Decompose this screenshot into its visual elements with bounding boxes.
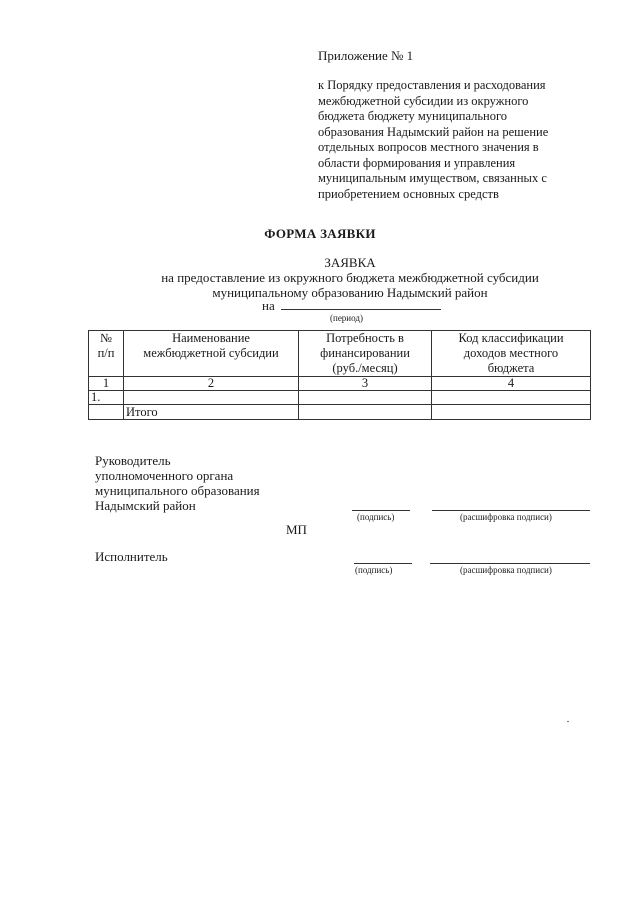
table-cell: 3: [299, 377, 432, 391]
appendix-line: бюджета бюджету муниципального: [318, 109, 508, 123]
table-cell: [299, 391, 432, 405]
appendix-title: Приложение № 1: [318, 48, 414, 63]
signature-line: [352, 510, 410, 511]
document-subtitle: [0, 270, 640, 300]
period-caption: (период): [330, 313, 363, 323]
signer-line: муниципального образования: [95, 483, 260, 498]
period-line: [262, 298, 441, 314]
appendix-line: межбюджетной субсидии из окружного: [318, 93, 529, 108]
executor-decode-caption: (расшифровка подписи): [460, 565, 552, 575]
signature-caption: (подпись): [357, 512, 395, 522]
scan-speck: [567, 721, 569, 722]
table-cell: 1: [89, 377, 124, 391]
table-cell: [299, 405, 432, 420]
header-number: № п/п: [89, 331, 124, 377]
appendix-line: отдельных вопросов местного значения в: [318, 140, 539, 154]
appendix-description: [318, 78, 598, 202]
table-header-row: [89, 331, 591, 377]
appendix-line: муниципальным имуществом, связанных с: [318, 171, 547, 185]
signer-line: Надымский район: [95, 498, 196, 513]
subtitle-line: муниципальному образованию Надымский район: [212, 285, 488, 300]
period-blank: [281, 298, 441, 310]
form-title: ФОРМА ЗАЯВКИ: [264, 226, 376, 241]
table-cell: 2: [124, 377, 299, 391]
table-cell: 1.: [89, 391, 124, 405]
header-subsidy-name: Наименование межбюджетной субсидии: [124, 331, 299, 377]
header-classification-code: Код классификации доходов местного бюджета: [432, 331, 591, 377]
signer-block: [95, 453, 260, 513]
appendix-line: области формирования и управления: [318, 155, 516, 170]
table-cell: [432, 405, 591, 420]
executor-signature-line: [354, 563, 412, 564]
signer-line: Руководитель: [95, 453, 171, 468]
subtitle-line: на предоставление из окружного бюджета межбюджетной субсидии: [161, 270, 539, 285]
table-cell: [432, 391, 591, 405]
executor-decode-line: [430, 563, 590, 564]
signer-line: уполномоченного органа: [95, 468, 234, 483]
table-index-row: [89, 377, 591, 391]
table-cell: [124, 391, 299, 405]
document-title: ЗАЯВКА: [324, 255, 376, 270]
table-row: [89, 391, 591, 405]
table-cell: [89, 405, 124, 420]
executor-signature-caption: (подпись): [355, 565, 393, 575]
signature-decode-line: [432, 510, 590, 511]
table-cell: 4: [432, 377, 591, 391]
appendix-line: образования Надымский район на решение: [318, 124, 549, 139]
application-table: [88, 330, 591, 420]
stamp-place: МП: [286, 522, 307, 537]
total-label: Итого: [124, 405, 299, 420]
signature-decode-caption: (расшифровка подписи): [460, 512, 552, 522]
appendix-line: к Порядку предоставления и расходования: [318, 78, 546, 92]
table-total-row: [89, 405, 591, 420]
executor-label: Исполнитель: [95, 549, 168, 564]
period-prefix: на: [262, 298, 275, 313]
appendix-line: приобретением основных средств: [318, 186, 499, 201]
header-funding-need: Потребность в финансировании (руб./месяц): [299, 331, 432, 377]
